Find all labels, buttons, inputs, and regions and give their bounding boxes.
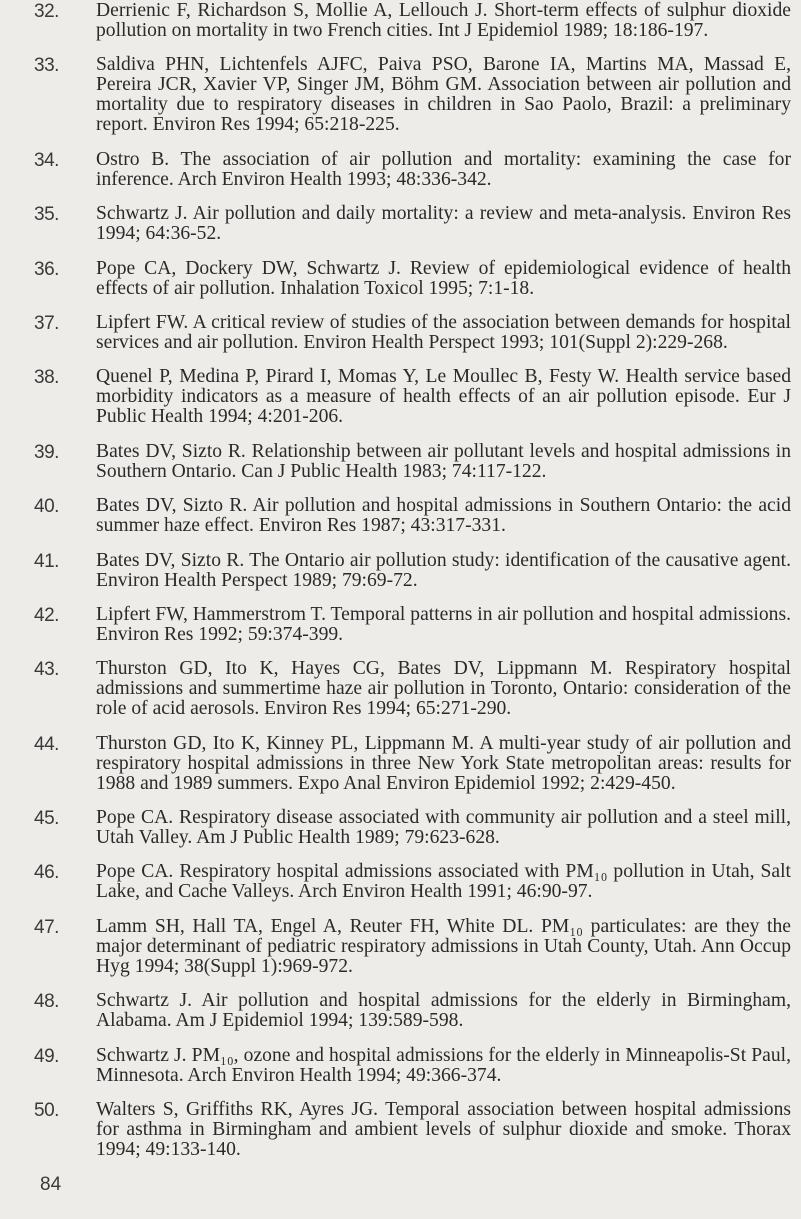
reference-number: 46. (34, 862, 59, 884)
reference-text: Pope CA. Respiratory hospital admissions associated with PM₁₀ pollution in Utah, Salt Lake, and Cache Valleys. Arch Environ Health 1991; 46:90-97. (96, 861, 791, 903)
reference-number: 42. (34, 604, 59, 626)
reference-text: Lamm SH, Hall TA, Engel A, Reuter FH, White DL. PM₁₀ particulates: are they the major determinant of pediatric respiratory admissions in Utah County, Utah. Ann Occup Hyg 1994; 38(Suppl 1):969-972. (96, 915, 791, 977)
reference-number: 32. (34, 1, 59, 22)
reference-number: 47. (34, 916, 59, 938)
reference-number: 36. (34, 258, 59, 280)
reference-number: 44. (34, 733, 59, 755)
reference-text: Bates DV, Sizto R. The Ontario air pollution study: identification of the causative agent. Environ Health Perspect 1989; 79:69-72. (96, 549, 791, 591)
reference-number: 37. (34, 312, 59, 334)
reference-number: 38. (34, 367, 59, 389)
reference-number: 33. (34, 55, 59, 77)
page-number: 84 (40, 1174, 62, 1195)
reference-text: Quenel P, Medina P, Pirard I, Momas Y, Le Moullec B, Festy W. Health service based morbidity indicators as a measure of health effects of an air pollution episode. Eur J Public Health 1994; 4:201-206. (96, 366, 791, 428)
reference-number: 41. (34, 550, 59, 572)
reference-text: Lipfert FW, Hammerstrom T. Temporal patterns in air pollution and hospital admissions. Environ Res 1992; 59:374-399. (96, 603, 791, 645)
reference-number: 43. (34, 659, 59, 681)
reference-text: Pope CA. Respiratory disease associated with community air pollution and a steel mill, Utah Valley. Am J Public Health 1989; 79:623-628. (96, 807, 791, 849)
reference-text: Pope CA, Dockery DW, Schwartz J. Review of epidemiological evidence of health effects of air pollution. Inhalation Toxicol 1995; 7:1-18. (96, 257, 791, 299)
reference-text: Ostro B. The association of air pollution and mortality: examining the case for inference. Arch Environ Health 1993; 48:336-342. (96, 148, 791, 190)
reference-text: Lipfert FW. A critical review of studies of the association between demands for hospital services and air pollution. Environ Health Perspect 1993; 101(Suppl 2):229-268. (96, 311, 791, 353)
reference-number: 35. (34, 204, 59, 226)
reference-text: Bates DV, Sizto R. Relationship between air pollutant levels and hospital admissions in Southern Ontario. Can J Public Health 1983; 74:117-122. (96, 440, 791, 482)
reference-text: Schwartz J. Air pollution and daily mortality: a review and meta-analysis. Environ Res 1994; 64:36-52. (96, 203, 791, 245)
reference-text: Derrienic F, Richardson S, Mollie A, Lellouch J. Short-term effects of sulphur dioxide pollution on mortality in two French cities. Int J Epidemiol 1989; 18:186-197. (96, 0, 791, 41)
reference-text: Schwartz J. PM₁₀, ozone and hospital admissions for the elderly in Minneapolis-St Paul, Minnesota. Arch Environ Health 1994; 49:366-374. (96, 1044, 791, 1086)
reference-text: Schwartz J. Air pollution and hospital admissions for the elderly in Birmingham, Alabama. Am J Epidemiol 1994; 139:589-598. (96, 990, 791, 1032)
reference-number: 50. (34, 1100, 59, 1121)
reference-text: Walters S, Griffiths RK, Ayres JG. Temporal association between hospital admissions for asthma in Birmingham and ambient levels of sulphur dioxide and smoke. Thorax 1994; 49:133-140. (96, 1099, 791, 1160)
reference-number: 48. (34, 991, 59, 1013)
reference-text: Thurston GD, Ito K, Kinney PL, Lippmann M. A multi-year study of air pollution and respiratory hospital admissions in three New York State metropolitan areas: results for 1988 and 1989 summers. Expo Anal Environ Epidemiol 1992; 2:429-450. (96, 732, 791, 794)
reference-number: 45. (34, 808, 59, 830)
reference-number: 49. (34, 1045, 59, 1067)
reference-text: Bates DV, Sizto R. Air pollution and hospital admissions in Southern Ontario: the acid summer haze effect. Environ Res 1987; 43:317-331. (96, 495, 791, 537)
reference-number: 34. (34, 149, 59, 171)
reference-text: Thurston GD, Ito K, Hayes CG, Bates DV, Lippmann M. Respiratory hospital admissions and summertime haze air pollution in Toronto, Ontario: consideration of the role of acid aerosols. Environ Res 1994; 65:271-290. (96, 658, 791, 720)
reference-number: 39. (34, 441, 59, 463)
reference-text: Saldiva PHN, Lichtenfels AJFC, Paiva PSO, Barone IA, Martins MA, Massad E, Pereira JCR, Xavier VP, Singer JM, Böhm GM. Association between air pollution and mortality due to respiratory diseases in children in Sao Paolo, Brazil: a preliminary report. Environ Res 1994; 65:218-225. (96, 54, 791, 136)
reference-number: 40. (34, 496, 59, 518)
